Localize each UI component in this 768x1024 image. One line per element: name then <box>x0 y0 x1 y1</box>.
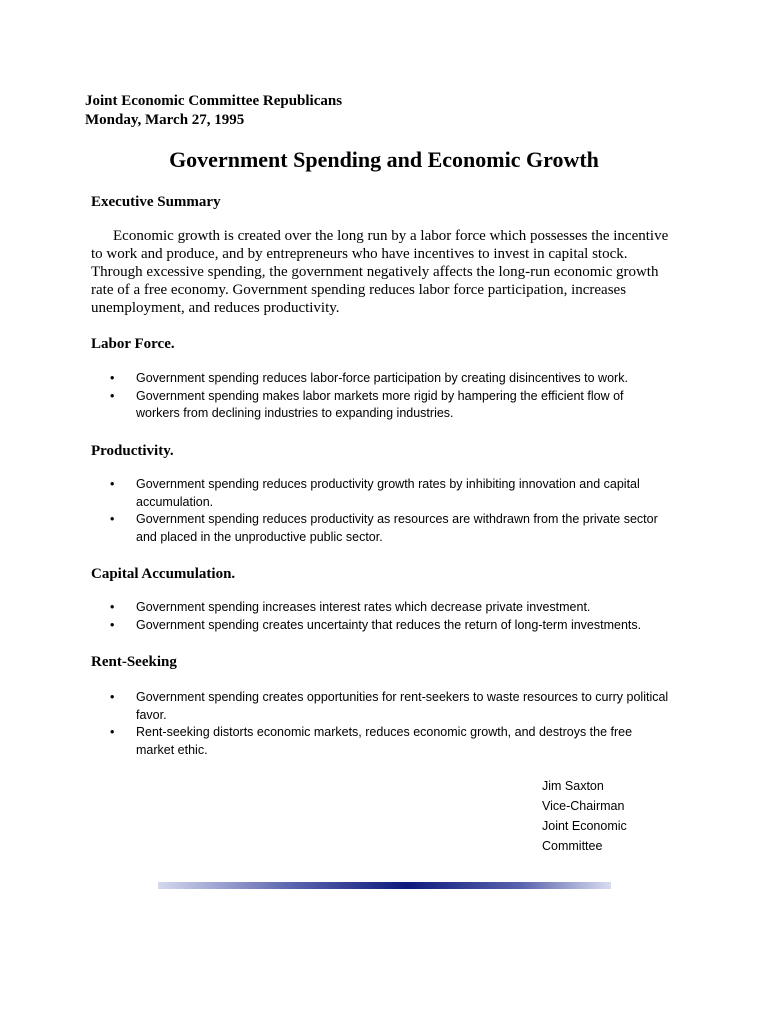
list-item-text: Government spending reduces productivity growth rates by inhibiting innovation and capital accumulation. <box>136 477 640 509</box>
list-item-text: Government spending reduces productivity as resources are withdrawn from the private sector and placed in the unproductive public sector. <box>136 512 658 544</box>
document-date: Monday, March 27, 1995 <box>85 112 245 128</box>
section-heading-capital-accumulation: Capital Accumulation. <box>91 566 236 582</box>
list-item <box>110 476 670 511</box>
bullet-list-productivity <box>110 476 670 546</box>
signer-committee-line-1: Joint Economic <box>542 819 627 833</box>
bullet-list-capital-accumulation <box>110 599 670 634</box>
signer-name: Jim Saxton <box>542 779 604 793</box>
executive-summary-paragraph: Economic growth is created over the long run by a labor force which possesses the incentive to work and produce, and by entrepreneurs who have incentives to invest in capital stock. Through excessive spending, the government negatively affects the long-run economic growth rate of a free economy. Government spending reduces labor force participation, increases unemployment, and reduces productivity. <box>91 228 669 316</box>
list-item <box>110 724 670 759</box>
signature-block <box>542 776 627 856</box>
list-item-text: Government spending increases interest rates which decrease private investment. <box>136 600 591 614</box>
document-header <box>85 92 342 130</box>
list-item <box>110 388 670 423</box>
decorative-divider <box>158 882 611 889</box>
organization-name: Joint Economic Committee Republicans <box>85 93 343 109</box>
bullet-icon: • <box>110 371 115 385</box>
list-item-text: Government spending makes labor markets more rigid by hampering the efficient flow of workers from declining industries to expanding industries. <box>136 388 624 420</box>
bullet-list-labor-force <box>110 370 670 423</box>
section-heading-productivity: Productivity. <box>91 443 174 459</box>
list-item <box>110 370 670 388</box>
bullet-list-rent-seeking <box>110 689 670 759</box>
section-heading-rent-seeking: Rent-Seeking <box>91 654 177 670</box>
bullet-icon: • <box>110 600 115 614</box>
list-item <box>110 617 670 635</box>
bullet-icon: • <box>110 617 115 632</box>
section-heading-labor-force: Labor Force. <box>91 336 175 352</box>
bullet-icon: • <box>110 388 115 403</box>
signer-title: Vice-Chairman <box>542 799 625 813</box>
document-title: Government Spending and Economic Growth <box>169 147 599 172</box>
list-item <box>110 511 670 546</box>
list-item-text: Government spending creates uncertainty that reduces the return of long-term investments. <box>136 617 642 632</box>
executive-summary-heading: Executive Summary <box>91 194 221 210</box>
signer-committee-line-2: Committee <box>542 839 603 853</box>
list-item <box>110 599 670 617</box>
list-item-text: Rent-seeking distorts economic markets, reduces economic growth, and destroys the free market ethic. <box>136 725 633 757</box>
list-item-text: Government spending creates opportunities for rent-seekers to waste resources to curry political favor. <box>136 690 669 722</box>
bullet-icon: • <box>110 512 115 526</box>
list-item-text: Government spending reduces labor-force participation by creating disincentives to work. <box>136 371 628 385</box>
list-item <box>110 689 670 724</box>
bullet-icon: • <box>110 690 115 704</box>
bullet-icon: • <box>110 477 115 491</box>
bullet-icon: • <box>110 725 115 739</box>
